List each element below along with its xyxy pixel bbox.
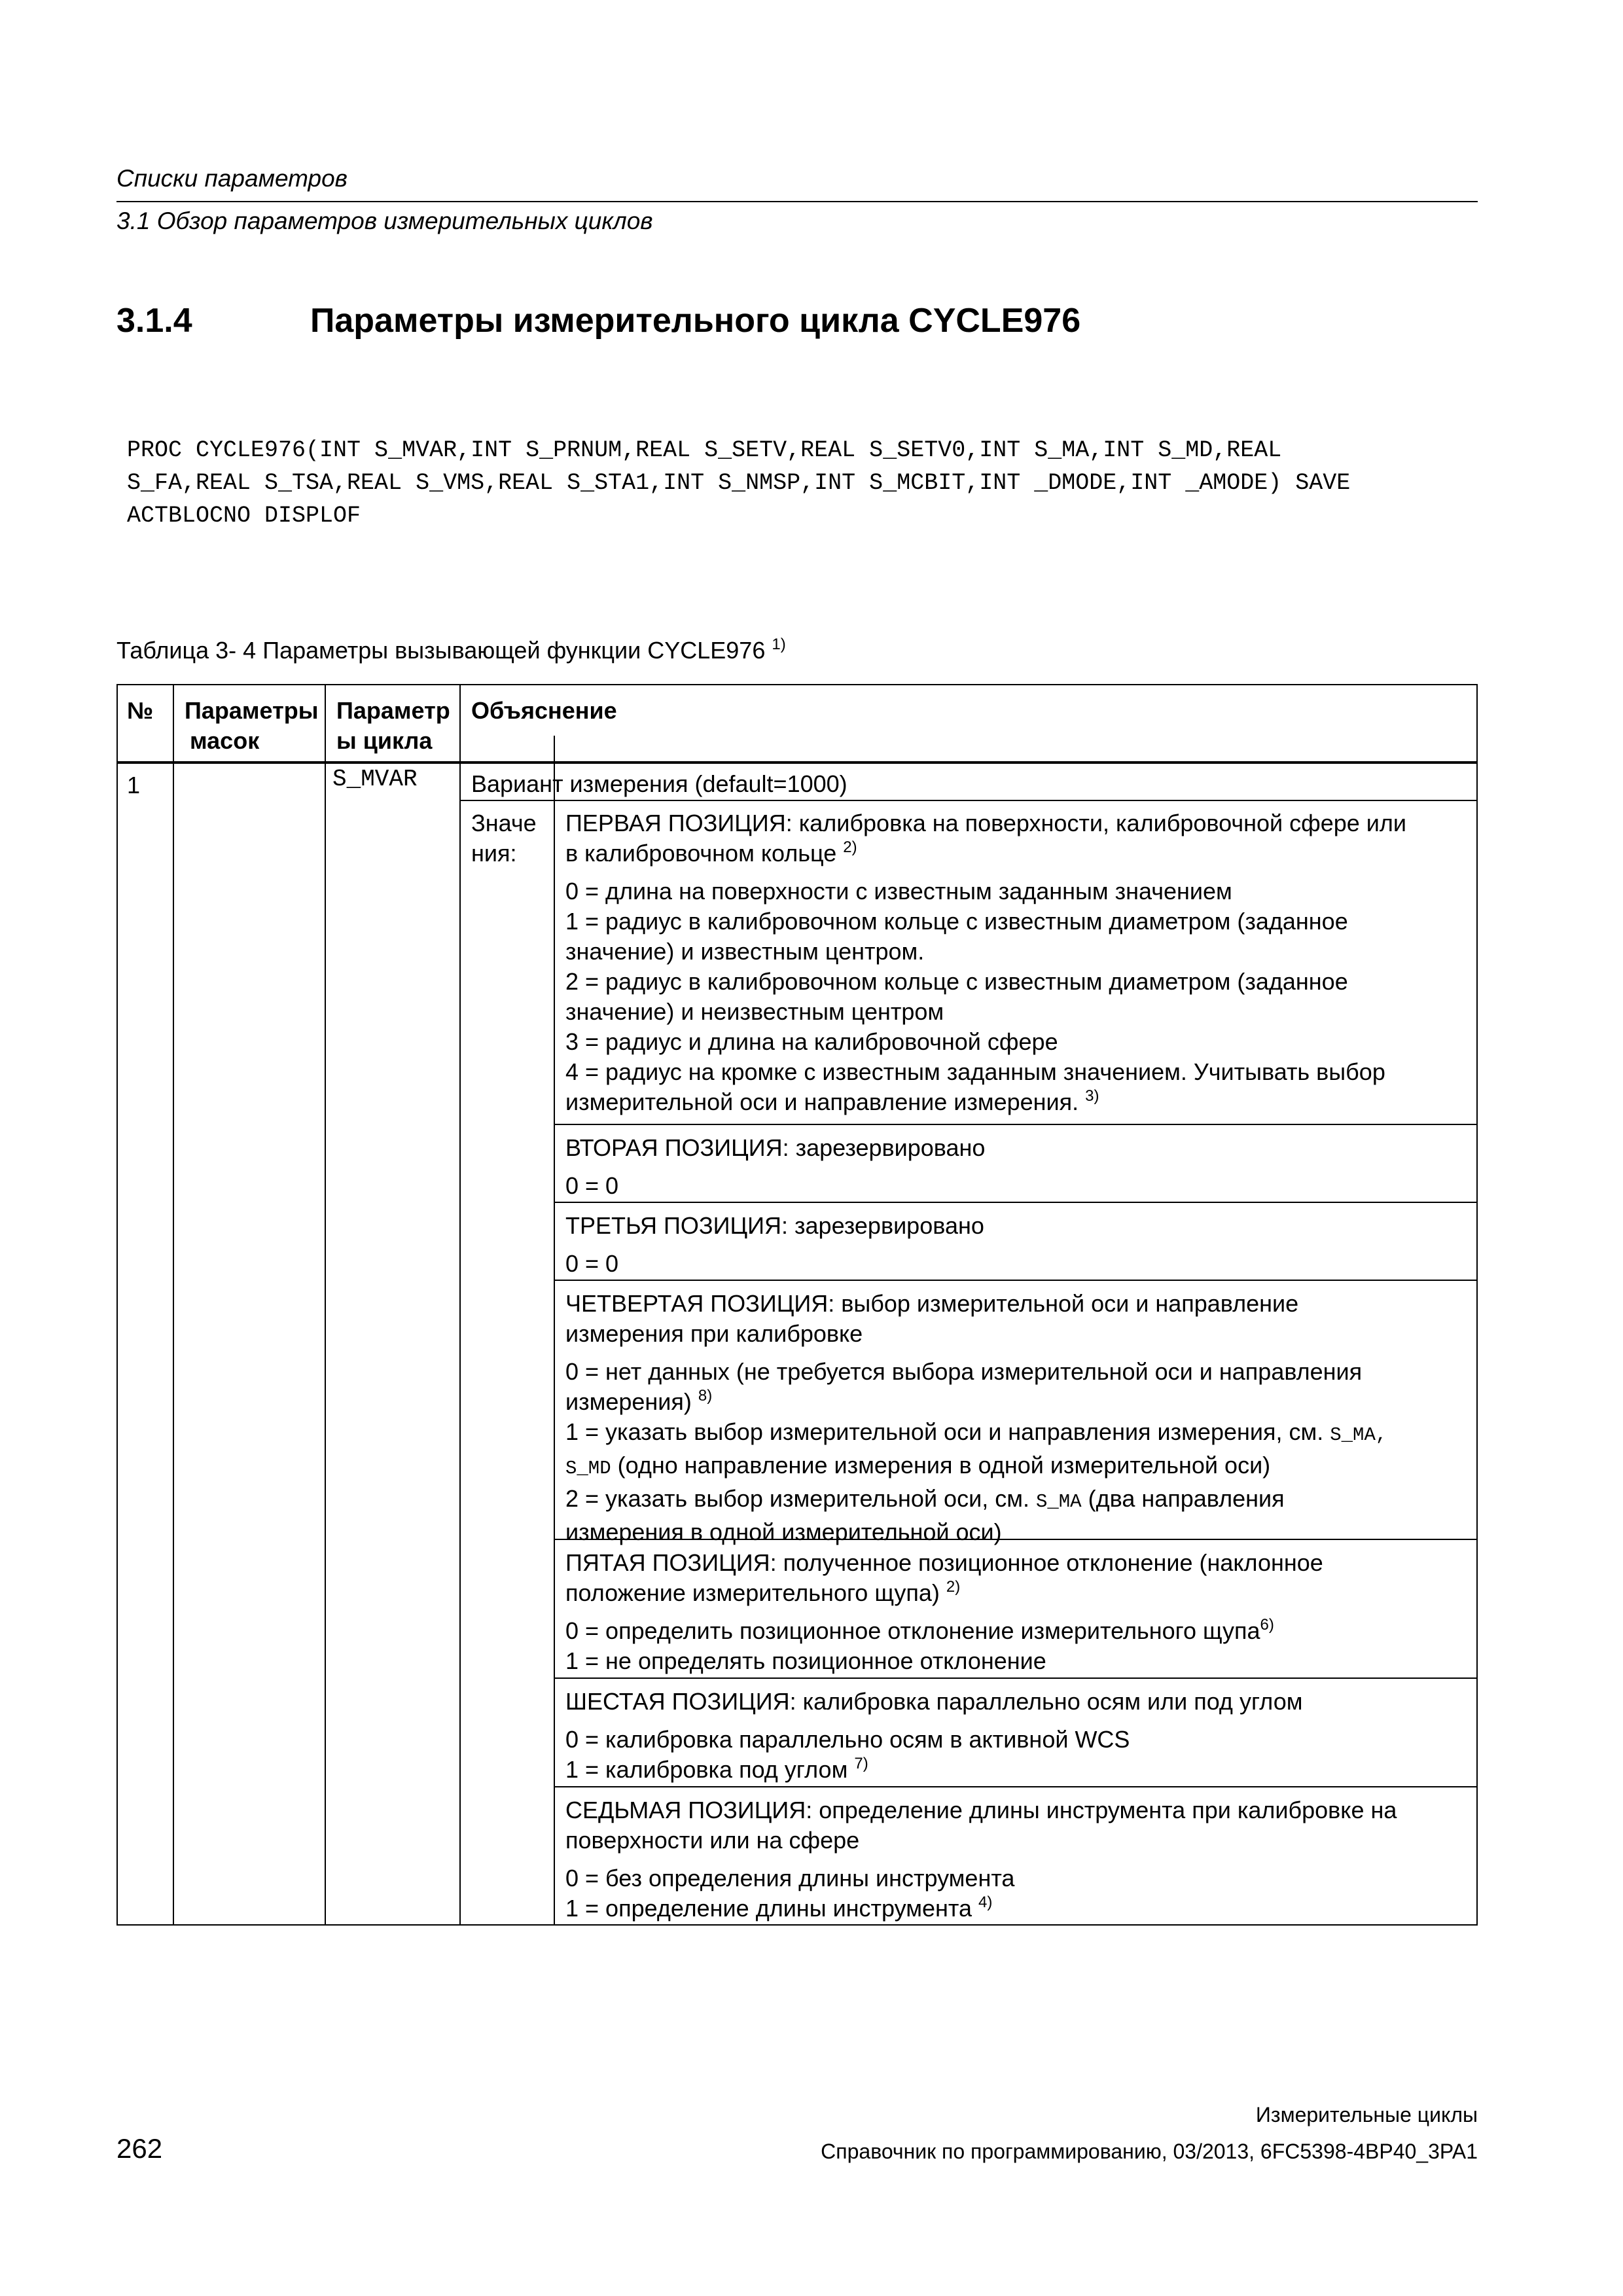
values-label-l2: ния:	[471, 840, 517, 867]
p4-value-1-l2: S_MD (одно направление измерения в одной измерительной оси)	[565, 1452, 1271, 1479]
p4-code-s-ma: S_MA,	[1330, 1424, 1387, 1446]
position-4	[565, 1289, 1387, 1547]
values-label	[471, 808, 537, 869]
p6-value-0: 0 = калибровка параллельно осям в активной WCS	[565, 1726, 1130, 1753]
position-7	[565, 1795, 1397, 1924]
p1-value-1-l2: значение) и известным центром.	[565, 938, 925, 965]
p1-value-0: 0 = длина на поверхности с известным заданным значением	[565, 878, 1232, 905]
p7-title-l2: поверхности или на сфере	[565, 1827, 860, 1854]
table-border-right	[1476, 684, 1478, 1926]
position-1	[565, 808, 1406, 1117]
p5-value-0: 0 = определить позиционное отклонение измерительного щупа$^{6)}$	[565, 1616, 1274, 1644]
p3-value-0: 0 = 0	[565, 1250, 619, 1277]
p5-title-l1: ПЯТАЯ ПОЗИЦИЯ: полученное позиционное отклонение (наклонное	[565, 1549, 1323, 1576]
row-sep-description	[459, 800, 1478, 801]
p4-value-0-footnote: 8)	[698, 1387, 713, 1405]
row-sep-p6	[554, 1786, 1478, 1787]
p4-code-s-md: S_MD	[565, 1458, 611, 1479]
row-sep-p1	[554, 1124, 1478, 1125]
col-sep-4	[554, 736, 555, 1926]
row-sep-p2	[554, 1202, 1478, 1203]
running-header-chapter: Списки параметров	[116, 165, 348, 192]
p4-value-2-l2: измерения в одной измерительной оси)	[565, 1518, 1002, 1545]
position-2	[565, 1133, 985, 1201]
section-number: 3.1.4	[116, 302, 192, 340]
col-sep-3	[459, 684, 461, 1926]
header-row-border	[116, 761, 1478, 764]
header-cycle-params-l2: ы цикла	[336, 727, 433, 754]
p4-title-l2: измерения при калибровке	[565, 1320, 863, 1347]
p4-value-2-l1: 2 = указать выбор измерительной оси, см. S_MA (два направления	[565, 1485, 1285, 1513]
position-3	[565, 1211, 984, 1279]
code-line-2: S_FA,REAL S_TSA,REAL S_VMS,REAL S_STA1,INT S_NMSP,INT S_MCBIT,INT _DMODE,INT _AMODE) SAVE	[127, 470, 1351, 496]
section-heading	[116, 301, 1080, 340]
p1-value-2-l2: значение) и неизвестным центром	[565, 998, 944, 1025]
p1-title-l1: ПЕРВАЯ ПОЗИЦИЯ: калибровка на поверхности, калибровочной сфере или	[565, 810, 1407, 836]
position-5	[565, 1548, 1323, 1676]
header-mask-params-l2: масок	[190, 727, 260, 754]
p6-title: ШЕСТАЯ ПОЗИЦИЯ: калибровка параллельно осям или под углом	[565, 1688, 1303, 1715]
p6-value-1-footnote: 7)	[854, 1755, 868, 1772]
p6-value-1: 1 = калибровка под углом $^{7)}$	[565, 1755, 868, 1783]
p5-value-1: 1 = не определять позиционное отклонение	[565, 1647, 1046, 1674]
p1-value-3: 3 = радиус и длина на калибровочной сфере	[565, 1028, 1058, 1055]
header-divider	[116, 201, 1478, 202]
p1-value-4-l1: 4 = радиус на кромке с известным заданным значением. Учитывать выбор	[565, 1058, 1385, 1085]
p4-title-l1: ЧЕТВЕРТАЯ ПОЗИЦИЯ: выбор измерительной оси и направление	[565, 1290, 1299, 1317]
col-sep-1	[173, 684, 174, 1926]
code-line-3: ACTBLOCNO DISPLOF	[127, 503, 361, 529]
values-label-l1: Значе	[471, 810, 537, 836]
p7-value-0: 0 = без определения длины инструмента	[565, 1865, 1015, 1892]
running-header-subsection: 3.1 Обзор параметров измерительных циклов	[116, 207, 653, 234]
row-sep-p5	[554, 1677, 1478, 1679]
p5-value-0-footnote: 6)	[1260, 1616, 1274, 1634]
row-cycle-param: S_MVAR	[332, 766, 418, 793]
row-number: 1	[127, 772, 141, 798]
header-mask-params-l1: Параметры	[185, 697, 319, 724]
parameter-table	[116, 684, 1478, 1926]
section-title: Параметры измерительного цикла CYCLE976	[310, 302, 1081, 340]
p1-value-2-l1: 2 = радиус в калибровочном кольце с известным диаметром (заданное	[565, 968, 1348, 995]
p1-value-1-l1: 1 = радиус в калибровочном кольце с известным диаметром (заданное	[565, 908, 1348, 935]
header-cycle-params	[336, 696, 450, 756]
table-border-left	[116, 684, 118, 1926]
p4-value-1-l1: 1 = указать выбор измерительной оси и направления измерения, см. S_MA,	[565, 1418, 1387, 1446]
row-sep-p3	[554, 1280, 1478, 1281]
p2-title: ВТОРАЯ ПОЗИЦИЯ: зарезервировано	[565, 1134, 986, 1161]
footer-manual-title: Измерительные циклы	[1255, 2103, 1478, 2126]
p1-footnote: 2)	[843, 838, 857, 856]
p5-footnote: 2)	[946, 1578, 961, 1596]
footer-reference: Справочник по программированию, 03/2013, 6FC5398-4BP40_3PA1	[821, 2140, 1478, 2163]
code-line-1: PROC CYCLE976(INT S_MVAR,INT S_PRNUM,REAL S_SETV,REAL S_SETV0,INT S_MA,INT S_MD,REAL	[127, 437, 1282, 463]
page-number: 262	[116, 2133, 163, 2164]
p3-title: ТРЕТЬЯ ПОЗИЦИЯ: зарезервировано	[565, 1212, 984, 1239]
table-caption-text: Таблица 3- 4 Параметры вызывающей функции CYCLE976	[116, 637, 766, 664]
p7-value-1-footnote: 4)	[978, 1893, 993, 1911]
position-6	[565, 1687, 1302, 1785]
row-description: Вариант измерения (default=1000)	[471, 770, 847, 797]
table-border-bottom	[116, 1924, 1478, 1926]
p4-value-0-l1: 0 = нет данных (не требуется выбора измерительной оси и направления	[565, 1358, 1363, 1385]
header-number: №	[127, 697, 154, 724]
header-cycle-params-l1: Параметр	[336, 697, 450, 724]
p2-value-0: 0 = 0	[565, 1172, 619, 1199]
p1-value-4-l2: измерительной оси и направление измерения. $^{3)}$	[565, 1087, 1099, 1115]
p5-title-l2: положение измерительного щупа) $^{2)}$	[565, 1578, 961, 1606]
p4-code-s-ma-2: S_MA	[1035, 1491, 1082, 1513]
p7-title-l1: СЕДЬМАЯ ПОЗИЦИЯ: определение длины инструмента при калибровке на	[565, 1797, 1397, 1823]
table-caption-footnote: 1)	[772, 636, 786, 653]
p1-value-4-footnote: 3)	[1085, 1087, 1099, 1105]
table-caption	[116, 637, 786, 664]
p7-value-1: 1 = определение длины инструмента $^{4)}$	[565, 1893, 993, 1922]
table-border-top	[116, 684, 1478, 685]
p4-value-0-l2: измерения) $^{8)}$	[565, 1387, 713, 1415]
header-mask-params	[185, 696, 318, 756]
header-explanation: Объяснение	[471, 697, 617, 724]
p1-title-l2: в калибровочном кольце $^{2)}$	[565, 838, 857, 867]
col-sep-2	[325, 684, 326, 1926]
